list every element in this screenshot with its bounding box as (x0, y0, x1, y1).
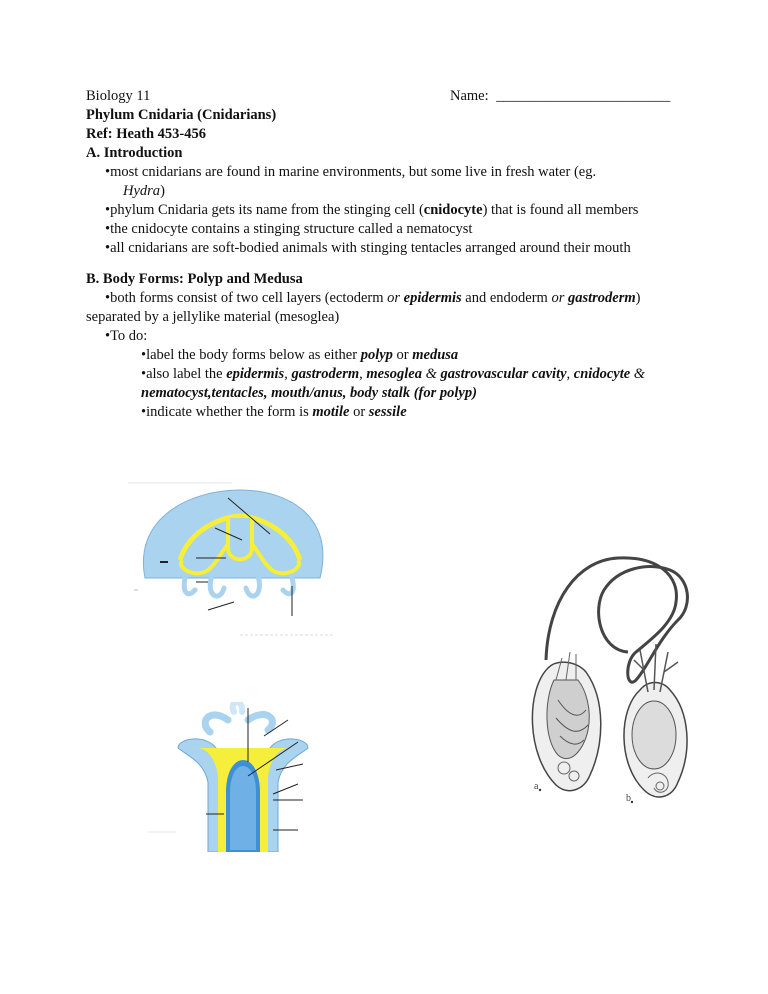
section-b-heading: B. Body Forms: Polyp and Medusa (86, 271, 303, 287)
text-run: and endoderm (461, 290, 552, 306)
paren-close: ) (160, 183, 165, 199)
text-run: •indicate whether the form is (141, 404, 313, 420)
hydra-term: Hydra (123, 183, 161, 199)
polyp-diagram (148, 702, 328, 852)
cnidocyte-label-right: b (626, 793, 631, 804)
text-run: •both forms consist of two cell layers (ectoderm (105, 290, 388, 306)
motile-term: motile (312, 404, 350, 420)
bullet-soft-bodied: •all cnidarians are soft-bodied animals with stinging tentacles arranged around their mouth (105, 240, 631, 256)
sessile-term: sessile (368, 404, 407, 420)
todo-item-label-parts (141, 366, 645, 383)
cnidocyte-diagram (508, 540, 708, 815)
text-run: , (359, 366, 367, 382)
term: gastroderm (291, 366, 360, 382)
term: epidermis (226, 366, 285, 382)
text-run: & (630, 366, 646, 382)
or-term: or (387, 290, 401, 306)
epidermis-term: epidermis (403, 290, 462, 306)
section-a-heading: A. Introduction (86, 145, 183, 161)
bullet-marine: •most cnidarians are found in marine environments, but some live in fresh water (eg. (105, 164, 597, 180)
bullet-phylum (105, 202, 638, 219)
reference: Ref: Heath 453-456 (86, 126, 207, 142)
todo-item-label-parts-cont: nematocyst,tentacles, mouth/anus, body stalk (for polyp) (141, 385, 477, 401)
text-run: , (284, 366, 292, 382)
polyp-term: polyp (360, 347, 393, 363)
name-label: Name: (450, 88, 489, 104)
text-run: ) that is found all members (482, 202, 639, 218)
medusa-diagram (120, 478, 350, 643)
term: cnidocyte (573, 366, 631, 382)
cnidocyte-term: cnidocyte (423, 202, 483, 218)
text-run: or (392, 347, 413, 363)
bullet-two-layers-cont: separated by a jellylike material (mesoglea) (86, 309, 340, 325)
course-title: Biology 11 (86, 88, 151, 104)
term: gastrovascular cavity (440, 366, 567, 382)
page-title: Phylum Cnidaria (Cnidarians) (86, 107, 277, 123)
cnidocyte-label-left: a (534, 781, 539, 792)
todo-item-motility (141, 404, 407, 421)
name-blank[interactable]: ________________________ (496, 88, 671, 104)
todo-label: •To do: (105, 328, 148, 344)
text-run: •label the body forms below as either (141, 347, 361, 363)
bullet-nematocyst: •the cnidocyte contains a stinging structure called a nematocyst (105, 221, 473, 237)
text-run: or (349, 404, 369, 420)
text-run: ) (635, 290, 641, 306)
bullet-two-layers (105, 290, 641, 307)
medusa-term: medusa (412, 347, 459, 363)
text-run: & (421, 366, 441, 382)
text-run: •phylum Cnidaria gets its name from the stinging cell ( (105, 202, 424, 218)
term: mesoglea (366, 366, 422, 382)
name-field[interactable] (450, 88, 670, 105)
or-term: or (551, 290, 565, 306)
gastroderm-term: gastroderm (567, 290, 636, 306)
todo-item-label-form (141, 347, 458, 364)
text-run: •also label the (141, 366, 227, 382)
bullet-marine-cont (123, 183, 165, 200)
text-run: , (566, 366, 574, 382)
